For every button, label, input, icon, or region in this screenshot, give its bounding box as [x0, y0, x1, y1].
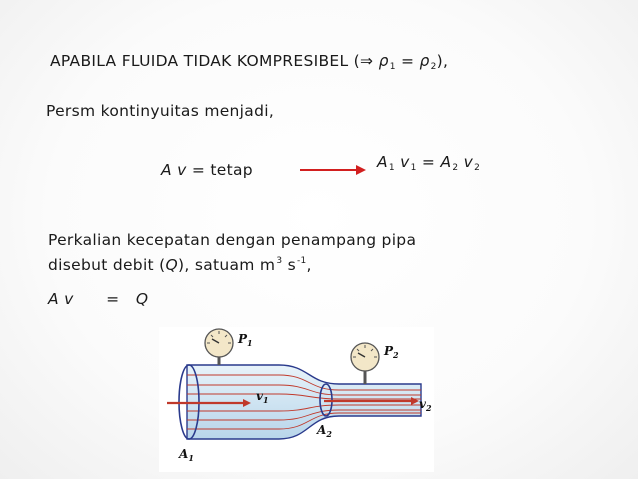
- a1-label: $A_1$: [179, 447, 194, 463]
- flow-rhs: Q: [135, 290, 149, 308]
- flow-lhs: A v: [48, 290, 74, 308]
- flow-equation: [48, 290, 148, 308]
- v2-label: $v_2$: [419, 397, 432, 413]
- v1-symbol: v: [400, 153, 410, 171]
- a2-sub: 2: [452, 163, 459, 173]
- seconds-unit: s: [282, 256, 296, 274]
- debit-pre: disebut debit (: [48, 256, 166, 274]
- cubic-superscript: 3: [276, 256, 283, 266]
- av-term: A v: [161, 161, 187, 179]
- tetap-term: = tetap: [186, 161, 253, 179]
- implies-symbol: ⇒: [360, 52, 374, 70]
- equation-rhs: [377, 153, 480, 173]
- a2-label: $A_2$: [317, 423, 332, 439]
- a2-symbol: A: [440, 153, 452, 171]
- rho-2-sub: 2: [430, 62, 437, 72]
- paragraph-end: ,: [306, 256, 312, 274]
- intro-text: Persm kontinyuitas menjadi,: [46, 102, 275, 120]
- a1-symbol: A: [377, 153, 388, 171]
- rho-1-sub: 1: [389, 62, 396, 72]
- v2-sub: 2: [474, 163, 481, 173]
- heading-prefix: APABILA FLUIDA TIDAK KOMPRESIBEL (: [50, 52, 361, 70]
- v1-sub: 1: [410, 163, 417, 173]
- p1-label: $P_1$: [238, 332, 253, 348]
- implies-arrow: [298, 160, 368, 180]
- rho-1: ρ: [378, 52, 389, 70]
- paragraph-line-2: [48, 256, 312, 274]
- pipe-flow-diagram: [159, 327, 434, 472]
- equation-lhs: [161, 161, 253, 179]
- heading: [50, 52, 448, 72]
- heading-suffix: ),: [436, 52, 449, 70]
- unit-pre: ), satuam m: [178, 256, 276, 274]
- equation-equals: =: [416, 153, 441, 171]
- inverse-superscript: -1: [296, 256, 307, 266]
- q-symbol: Q: [165, 256, 179, 274]
- heading-equals: =: [395, 52, 420, 70]
- flow-equals: =: [106, 290, 120, 308]
- p2-label: $P_2$: [384, 344, 399, 360]
- a1-sub: 1: [388, 163, 395, 173]
- rho-2: ρ: [419, 52, 430, 70]
- paragraph-line-1: Perkalian kecepatan dengan penampang pipa: [48, 231, 417, 249]
- v1-label: $v_1$: [256, 389, 269, 405]
- pipe-diagram-svg: [159, 327, 434, 472]
- v2-symbol: v: [463, 153, 474, 171]
